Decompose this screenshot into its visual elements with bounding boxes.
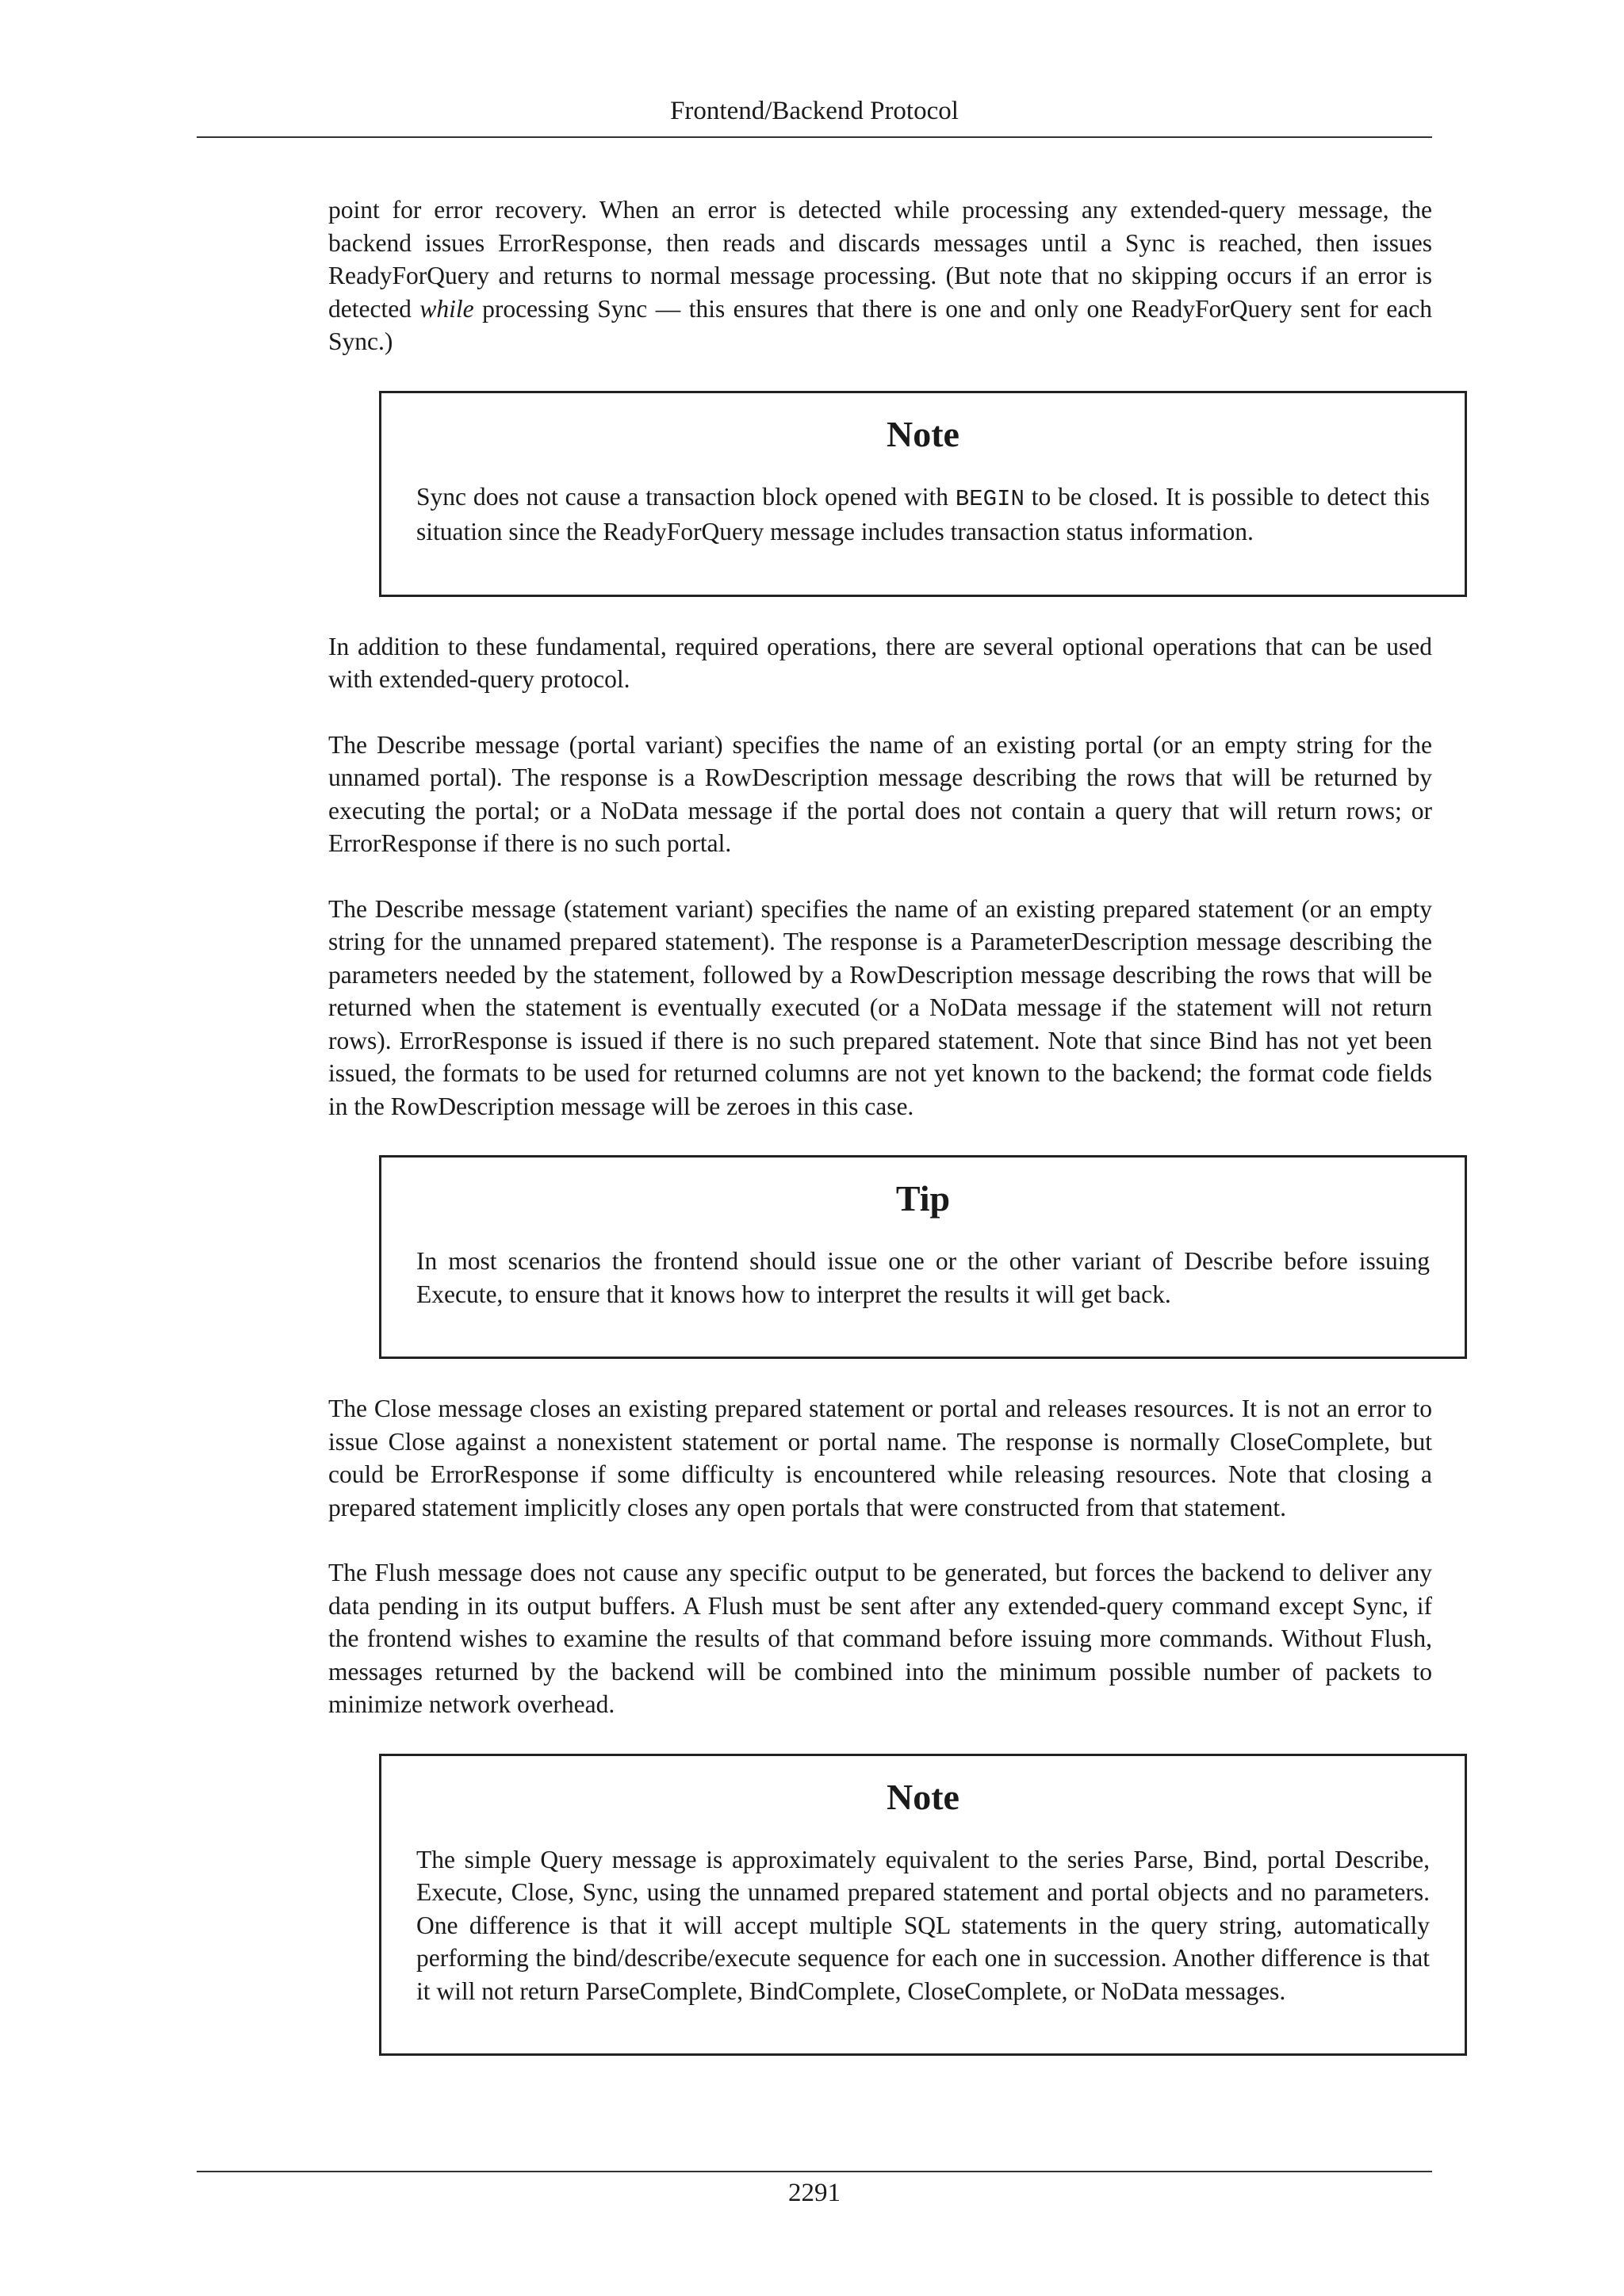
note-text	[416, 480, 1430, 549]
emphasis-while: while	[419, 294, 474, 323]
paragraph-text: point for error recovery. When an error is detected while processing any extended-query message, the backend issues ErrorResponse, then reads and discards messages until a Sync is reached, then issues ReadyForQuery and returns to normal message processing. (But note that no skipping occurs if an error is detected	[328, 196, 1432, 323]
running-header: Frontend/Backend Protocol	[670, 97, 959, 125]
paragraph-describe-statement: The Describe message (statement variant) specifies the name of an existing prepared statement (or an empty string for the unnamed prepared statement). The response is a ParameterDescription message describing the parameters needed by the statement, followed by a RowDescription message describing the rows that will be returned when the statement is eventually executed (or a NoData message if the statement will not return rows). ErrorResponse is issued if there is no such prepared statement. Note that since Bind has not yet been issued, the formats to be used for returned columns are not yet known to the backend; the format code fields in the RowDescription message will be zeroes in this case.	[328, 894, 1432, 1120]
tip-text: In most scenarios the frontend should issue one or the other variant of Describe before issuing Execute, to ensure that it knows how to interpret the results it will get back.	[416, 1247, 1430, 1308]
note-text-part: Sync does not cause a transaction block opened with	[416, 482, 956, 511]
code-begin: BEGIN	[955, 485, 1025, 512]
note-text: The simple Query message is approximately equivalent to the series Parse, Bind, portal Describe, Execute, Close, Sync, using the unnamed prepared statement and portal objects and no parameters. One difference is that it will accept multiple SQL statements in the query string, automatically performing the bind/describe/execute sequence for each one in succession. Another difference is that it will not return ParseComplete, BindComplete, CloseComplete, or NoData messages.	[416, 1845, 1430, 2005]
tip-title: Tip	[895, 1178, 951, 1219]
paragraph-text: processing Sync — this ensures that there is one and only one ReadyForQuery sent for each Sync.)	[328, 294, 1432, 355]
paragraph-error-recovery	[328, 193, 1432, 358]
page-body	[328, 193, 1432, 2089]
footer-divider	[197, 2171, 1432, 2172]
page-number: 2291	[788, 2179, 841, 2207]
note-box-sync	[379, 391, 1467, 597]
paragraph-describe-portal: The Describe message (portal variant) specifies the name of an existing portal (or an empty string for the unnamed portal). The response is a RowDescription message describing the rows that will be returned by executing the portal; or a NoData message if the portal does not contain a query that will return rows; or ErrorResponse if there is no such portal.	[328, 730, 1432, 857]
paragraph-close-message: The Close message closes an existing prepared statement or portal and releases resources. It is not an error to issue Close against a nonexistent statement or portal name. The response is normally CloseComplete, but could be ErrorResponse if some difficulty is encountered while releasing resources. Note that closing a prepared statement implicitly closes any open portals that were constructed from that statement.	[328, 1395, 1432, 1521]
note-box-simple-query	[379, 1754, 1467, 2057]
paragraph-optional-operations: In addition to these fundamental, required operations, there are several optional operations that can be used with extended-query protocol.	[328, 632, 1432, 693]
paragraph-flush-message: The Flush message does not cause any specific output to be generated, but forces the backend to deliver any data pending in its output buffers. A Flush must be sent after any extended-query command except Sync, if the frontend wishes to examine the results of that command before issuing more commands. Without Flush, messages returned by the backend will be combined into the minimum possible number of packets to minimize network overhead.	[328, 1559, 1432, 1718]
note-text-part: to be closed. It is possible to detect this situation since the ReadyForQuery message includes transaction status information.	[416, 482, 1430, 545]
header-divider	[197, 136, 1432, 138]
tip-box	[379, 1155, 1467, 1359]
note-title: Note	[887, 413, 959, 454]
note-title: Note	[887, 1776, 959, 1817]
